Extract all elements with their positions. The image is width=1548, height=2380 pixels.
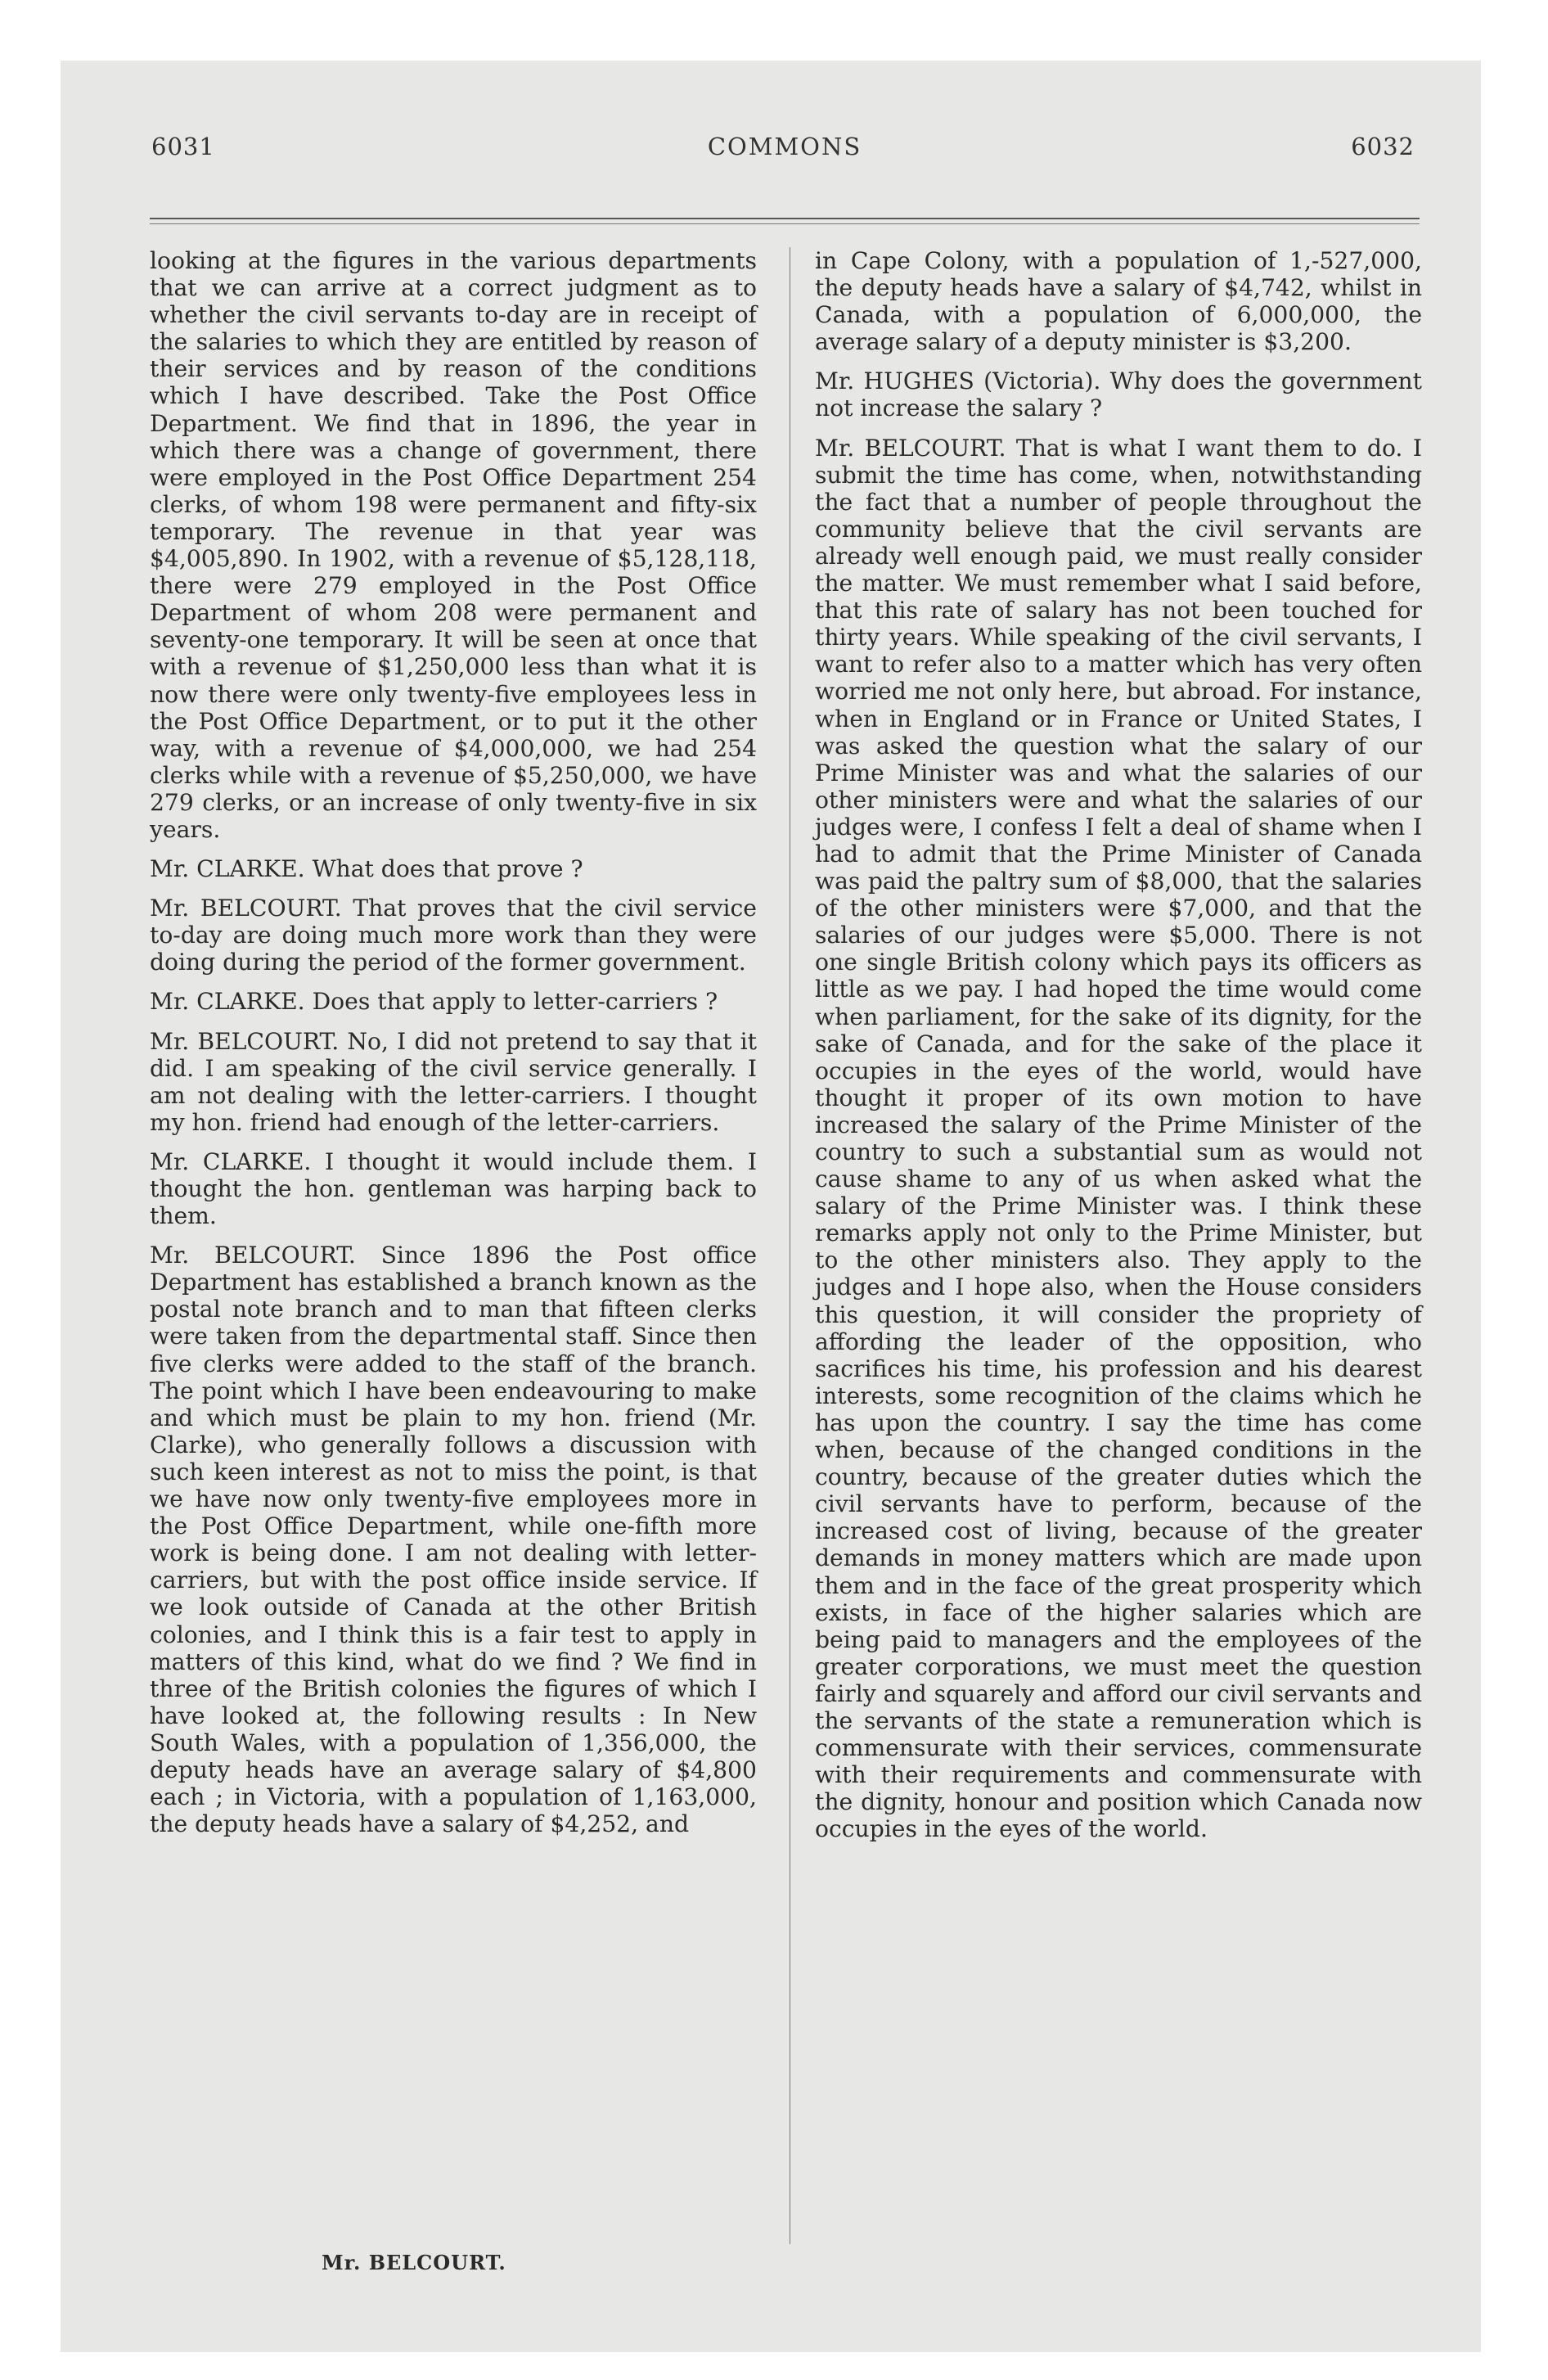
paragraph: Mr. CLARKE. I thought it would include them. I thought the hon. gentleman was harping back to them. <box>150 1147 757 1230</box>
page-header <box>150 133 1420 182</box>
hansard-page <box>150 133 1420 2310</box>
paragraph: Mr. HUGHES (Victoria). Why does the government not increase the salary ? <box>815 367 1422 422</box>
header-rule <box>150 218 1420 224</box>
paragraph: Mr. BELCOURT. That is what I want them to do. I submit the time has come, when, notwithstanding the fact that a number of people throughout the community believe that the civil servants are already well enough paid, we must really consider the matter. We must remember what I said before, that this rate of salary has not been touched for thirty years. While speaking of the civil servants, I want to refer also to a matter which has very often worried me not only here, but abroad. For instance, when in England or in France or United States, I was asked the question what the salary of our Prime Minister was and what the salaries of our other ministers were and what the salaries of our judges were, I confess I felt a deal of shame when I had to admit that the Prime Minister of Canada was paid the paltry sum of $8,000, that the salaries of the other ministers were $7,000, and that the salaries of our judges were $5,000. There is not one single British colony which pays its officers as little as we pay. I had hoped the time would come when parliament, for the sake of its dignity, for the sake of Canada, and for the sake of the place it occupies in the eyes of the world, would have thought it proper of its own motion to have increased the salary of the Prime Minister of the country to such a substantial sum as would not cause shame to any of us when asked what the salary of the Prime Minister was. I think these remarks apply not only to the Prime Minister, but to the other ministers also. They apply to the judges and I hope also, when the House considers this question, it will consider the propriety of affording the leader of the opposition, who sacrifices his time, his profession and his dearest interests, some recognition of the claims which he has upon the country. I say the time has come when, because of the changed conditions in the country, because of the greater duties which the civil servants have to perform, because of the increased cost of living, because of the greater demands in money matters which are made upon them and in the face of the great prosperity which exists, in face of the higher salaries which are being paid to managers and the employees of the greater corporations, we must meet the question fairly and squarely and afford our civil servants and the servants of the state a remuneration which is commensurate with their services, commensurate with their requirements and commensurate with the dignity, honour and position which Canada now occupies in the eyes of the world. <box>815 434 1422 1843</box>
footer-speaker: Mr. BELCOURT. <box>322 2251 506 2274</box>
page-number-right: 6032 <box>1351 133 1415 160</box>
paragraph: Mr. BELCOURT. No, I did not pretend to say that it did. I am speaking of the civil service generally. I am not dealing with the letter-carriers. I thought my hon. friend had enough of the letter-carriers. <box>150 1027 757 1136</box>
paragraph: in Cape Colony, with a population of 1,-527,000, the deputy heads have a salary of $4,742, whilst in Canada, with a population of 6,000,000, the average salary of a deputy minister is $3,200. <box>815 247 1422 356</box>
paragraph: Mr. CLARKE. What does that prove ? <box>150 855 583 883</box>
left-column <box>150 247 757 1850</box>
paragraph: Mr. BELCOURT. Since 1896 the Post office Department has established a branch known as the postal note branch and to man that fifteen clerks were taken from the departmental staff. Since then five clerks were added to the staff of the branch. The point which I have been endeavouring to make and which must be plain to my hon. friend (Mr. Clarke), who generally follows a discussion with such keen interest as not to miss the point, is that we have now only twenty-five employees more in the Post Office Department, while one-fifth more work is being done. I am not dealing with letter-carriers, but with the post office inside service. If we look outside of Canada at the other British colonies, and I think this is a fair test to apply in matters of this kind, what do we find ? We find in three of the British colonies the figures of which I have looked at, the following results : In New South Wales, with a population of 1,356,000, the deputy heads have an average salary of $4,800 each ; in Victoria, with a population of 1,163,000, the deputy heads have a salary of $4,252, and <box>150 1242 757 1838</box>
right-column <box>815 247 1422 1855</box>
page-number-left: 6031 <box>151 133 215 160</box>
paragraph: Mr. CLARKE. Does that apply to letter-carriers ? <box>150 988 718 1016</box>
paragraph: Mr. BELCOURT. That proves that the civil service to-day are doing much more work than they were doing during the period of the former government. <box>150 895 757 976</box>
paragraph: looking at the figures in the various departments that we can arrive at a correct judgment as to whether the civil servants to-day are in receipt of the salaries to which they are entitled by reason of their services and by reason of the conditions which I have described. Take the Post Office Department. We find that in 1896, the year in which there was a change of government, there were employed in the Post Office Department 254 clerks, of whom 198 were permanent and fifty-six temporary. The revenue in that year was $4,005,890. In 1902, with a revenue of $5,128,118, there were 279 employed in the Post Office Department of whom 208 were permanent and seventy-one temporary. It will be seen at once that with a revenue of $1,250,000 less than what it is now there were only twenty-five employees less in the Post Office Department, or to put it the other way, with a revenue of $4,000,000, we had 254 clerks while with a revenue of $5,250,000, we have 279 clerks, or an increase of only twenty-five in six years. <box>150 247 757 843</box>
running-title: COMMONS <box>707 133 862 160</box>
